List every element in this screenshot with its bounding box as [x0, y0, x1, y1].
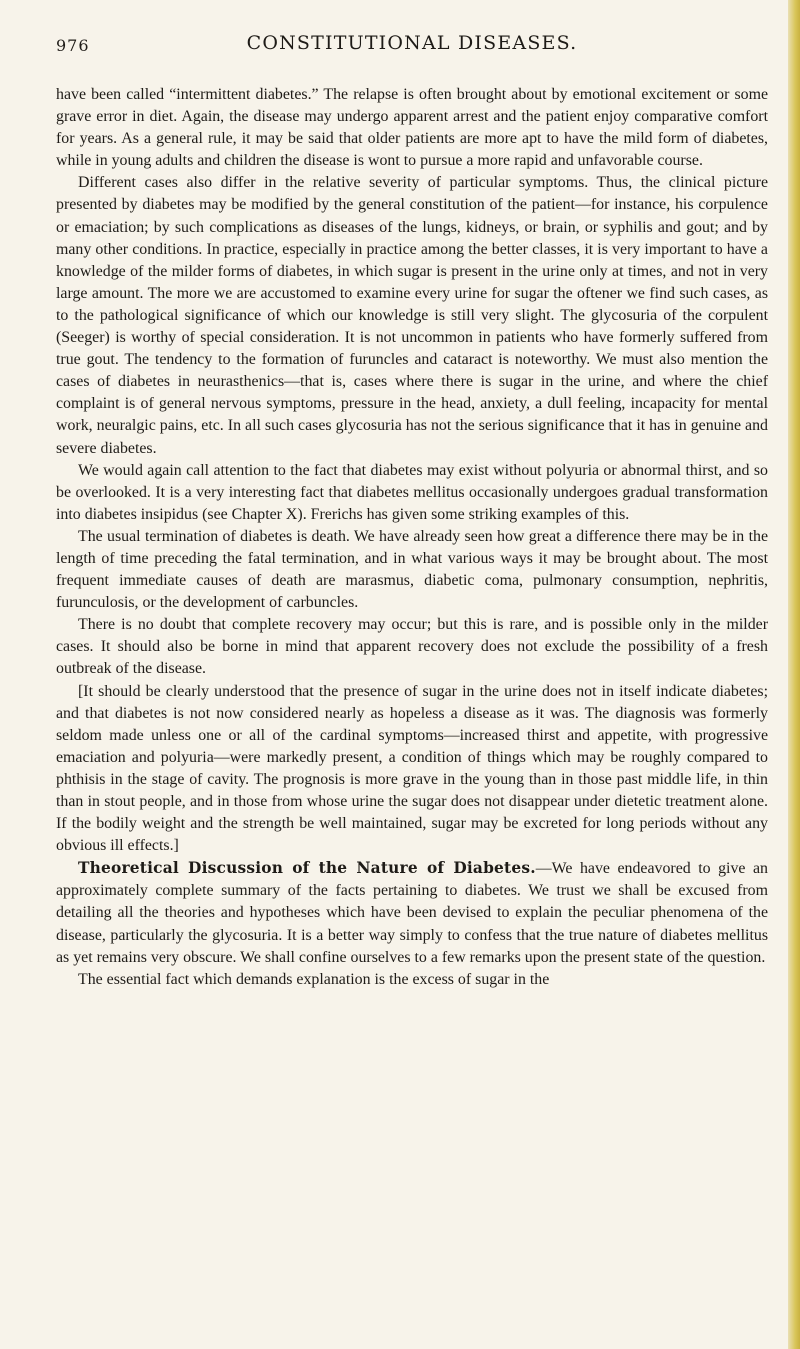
page-edge [788, 0, 800, 1349]
paragraph-1: have been called “intermittent diabetes.” The relapse is often brought about by emotional excitement or some grave error in diet. Again, the disease may undergo apparent arrest and the patient enjoy comparative comfort for years. As a general rule, it may be said that older patients are more apt to have the mild form of diabetes, while in young adults and children the disease is wont to pursue a more rapid and unfavorable course. [56, 86, 768, 170]
page-number: 976 [56, 36, 90, 55]
paragraph-2: Different cases also differ in the relative severity of particular symptoms. Thus, the clinical picture presented by diabetes may be modified by the general constitution of the patient—for instance, his corpulence or emaciation; by such complications as diseases of the lungs, kidneys, or brain, or syphilis and gout; and by many other conditions. In practice, especially in practice among the better classes, it is very important to have a knowledge of the milder forms of diabetes, in which sugar is present in the urine only at times, and not in very large amount. The more we are accustomed to examine every urine for sugar the oftener we find such cases, as to the pathological significance of which our knowledge is still very slight. The glycosuria of the corpulent (Seeger) is worthy of special consideration. It is not uncommon in patients who have formerly suffered from true gout. The tendency to the formation of furuncles and cataract is noteworthy. We must also mention the cases of diabetes in neurasthenics—that is, cases where there is sugar in the urine, and where the chief complaint is of general nervous symptoms, pressure in the head, anxiety, a dull feeling, incapacity for mental work, neuralgic pains, etc. In all such cases glycosuria has not the serious significance that it has in genuine and severe diabetes. [56, 174, 768, 457]
paragraph-4: The usual termination of diabetes is death. We have already seen how great a difference there may be in the length of time preceding the fatal termination, and in what various ways it may be brought about. The most frequent immediate causes of death are marasmus, diabetic coma, pulmonary consumption, nephritis, furunculosis, or the development of carbuncles. [56, 527, 768, 612]
running-title: CONSTITUTIONAL DISEASES. [246, 32, 578, 54]
body-text [56, 84, 768, 991]
section-heading: Theoretical Discussion of the Nature of Diabetes. [78, 859, 536, 878]
paragraph-5: There is no doubt that complete recovery may occur; but this is rare, and is possible only in the milder cases. It should also be borne in mind that apparent recovery does not exclude the possibility of a fresh outbreak of the disease. [56, 616, 768, 678]
paragraph-6: [It should be clearly understood that the presence of sugar in the urine does not in itself indicate diabetes; and that diabetes is not now considered nearly as hopeless a disease as it was. The diagnosis was formerly seldom made unless one or all of the cardinal symptoms—increased thirst and appetite, with progressive emaciation and polyuria—were markedly present, a condition of things which may be roughly compared to phthisis in the stage of cavity. The prognosis is more grave in the young than in those past middle life, in thin than in stout people, and in those from whose urine the sugar does not disappear under dietetic treatment alone. If the bodily weight and the strength be well maintained, sugar may be excreted for long periods without any obvious ill effects.] [56, 682, 768, 855]
paragraph-8: The essential fact which demands explanation is the excess of sugar in the [78, 970, 550, 988]
paragraph-7 [56, 857, 768, 968]
paragraph-3: We would again call attention to the fact that diabetes may exist without polyuria or abnormal thirst, and so be overlooked. It is a very interesting fact that diabetes mellitus occasionally undergoes gradual transformation into diabetes insipidus (see Chapter X). Frerichs has given some striking examples of this. [56, 461, 768, 523]
paragraph-7-text: —We have endeavored to give an approximately complete summary of the facts pertaining to diabetes. We trust we shall be excused from detailing all the theories and hypotheses which have been devised to explain the peculiar phenomena of the disease, particularly the glycosuria. It is a better way simply to confess that the true nature of diabetes mellitus as yet remains very obscure. We shall confine ourselves to a few remarks upon the present state of the question. [56, 860, 768, 966]
running-head [56, 32, 768, 68]
